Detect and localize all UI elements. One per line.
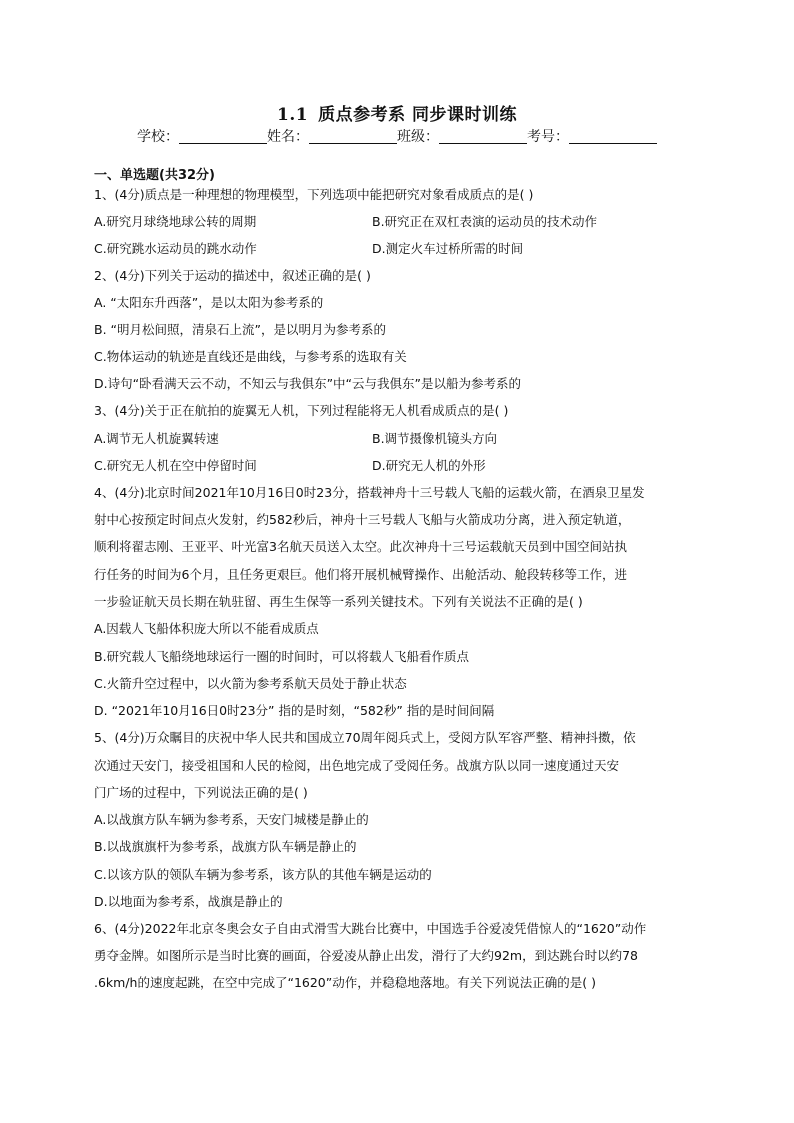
question-2-stem: 2、(4分)下列关于运动的描述中，叙述正确的是( ) <box>94 268 371 283</box>
page-title <box>0 100 794 125</box>
question-4-option-b: B.研究载人飞船绕地球运行一圈的时间时，可以将载人飞船看作质点 <box>94 649 470 664</box>
question-1-option-d: D.测定火车过桥所需的时间 <box>372 241 524 256</box>
question-5-stem-line-3: 门广场的过程中，下列说法正确的是( ) <box>94 785 308 800</box>
question-5-option-b: B.以战旗旗杆为参考系，战旗方队车辆是静止的 <box>94 839 357 854</box>
question-2-option-a: A. “太阳东升西落”，是以太阳为参考系的 <box>94 295 324 310</box>
question-2-option-d: D.诗句“卧看满天云不动，不知云与我俱东”中“云与我俱东”是以船为参考系的 <box>94 376 522 391</box>
question-4-option-c: C.火箭升空过程中，以火箭为参考系航天员处于静止状态 <box>94 676 407 691</box>
question-2-option-c: C.物体运动的轨迹是直线还是曲线，与参考系的选取有关 <box>94 349 407 364</box>
school-label: 学校： <box>137 129 179 145</box>
question-5-option-d: D.以地面为参考系，战旗是静止的 <box>94 894 283 909</box>
class-blank[interactable] <box>439 127 527 144</box>
student-info-row <box>0 126 794 146</box>
question-3-option-b: B.调节摄像机镜头方向 <box>372 431 498 446</box>
question-4-option-d: D. “2021年10月16日0时23分” 指的是时刻，“582秒” 指的是时间间隔 <box>94 703 495 718</box>
question-4-stem-line-1: 4、(4分)北京时间2021年10月16日0时23分，搭载神舟十三号载人飞船的运载火箭，在酒泉卫星发 <box>94 485 645 500</box>
question-5-stem-line-1: 5、(4分)万众瞩目的庆祝中华人民共和国成立70周年阅兵式上，受阅方队军容严整、精神抖擞，依 <box>94 730 636 745</box>
name-blank[interactable] <box>309 127 397 144</box>
question-2-option-b: B. “明月松间照，清泉石上流”，是以明月为参考系的 <box>94 322 386 337</box>
question-4-stem-line-4: 行任务的时间为6个月，且任务更艰巨。他们将开展机械臂操作、出舱活动、舱段转移等工作，进 <box>94 567 627 582</box>
question-3-option-d: D.研究无人机的外形 <box>372 458 486 473</box>
question-5-stem-line-2: 次通过天安门，接受祖国和人民的检阅，出色地完成了受阅任务。战旗方队以同一速度通过天安 <box>94 758 620 773</box>
question-6-stem-line-1: 6、(4分)2022年北京冬奥会女子自由式滑雪大跳台比赛中，中国选手谷爱凌凭借惊人的“1620”动作 <box>94 921 647 936</box>
section-title: 一、单选题(共32分) <box>94 168 215 183</box>
question-3-option-c: C.研究无人机在空中停留时间 <box>94 458 257 473</box>
question-5-option-c: C.以该方队的领队车辆为参考系，该方队的其他车辆是运动的 <box>94 867 432 882</box>
exam-no-blank[interactable] <box>569 127 657 144</box>
question-4-stem-line-5: 一步验证航天员长期在轨驻留、再生生保等一系列关键技术。下列有关说法不正确的是( ) <box>94 594 583 609</box>
exam-no-label: 考号： <box>527 129 569 145</box>
question-6-stem-line-3: .6km/h的速度起跳，在空中完成了“1620”动作，并稳稳地落地。有关下列说法正确的是( ) <box>94 975 596 990</box>
question-1-option-b: B.研究正在双杠表演的运动员的技术动作 <box>372 214 598 229</box>
name-label: 姓名： <box>267 129 309 145</box>
question-4-stem-line-3: 顺利将翟志刚、王亚平、叶光富3名航天员送入太空。此次神舟十三号运载航天员到中国空间站执 <box>94 539 627 554</box>
question-1-option-c: C.研究跳水运动员的跳水动作 <box>94 241 257 256</box>
question-4-stem-line-2: 射中心按预定时间点火发射，约582秒后，神舟十三号载人飞船与火箭成功分离，进入预定轨道， <box>94 512 631 527</box>
question-1-option-a: A.研究月球绕地球公转的周期 <box>94 214 257 229</box>
title-number: 1.1 <box>277 105 309 125</box>
question-6-stem-line-2: 勇夺金牌。如图所示是当时比赛的画面，谷爱凌从静止出发，滑行了大约92m，到达跳台时以约78 <box>94 948 638 963</box>
school-blank[interactable] <box>179 127 267 144</box>
question-4-option-a: A.因载人飞船体积庞大所以不能看成质点 <box>94 621 319 636</box>
question-3-option-a: A.调节无人机旋翼转速 <box>94 431 219 446</box>
question-1-stem: 1、(4分)质点是一种理想的物理模型，下列选项中能把研究对象看成质点的是( ) <box>94 187 534 202</box>
title-text: 质点参考系 同步课时训练 <box>318 105 517 125</box>
question-3-stem: 3、(4分)关于正在航拍的旋翼无人机，下列过程能将无人机看成质点的是( ) <box>94 403 509 418</box>
class-label: 班级： <box>397 129 439 145</box>
question-5-option-a: A.以战旗方队车辆为参考系，天安门城楼是静止的 <box>94 812 369 827</box>
